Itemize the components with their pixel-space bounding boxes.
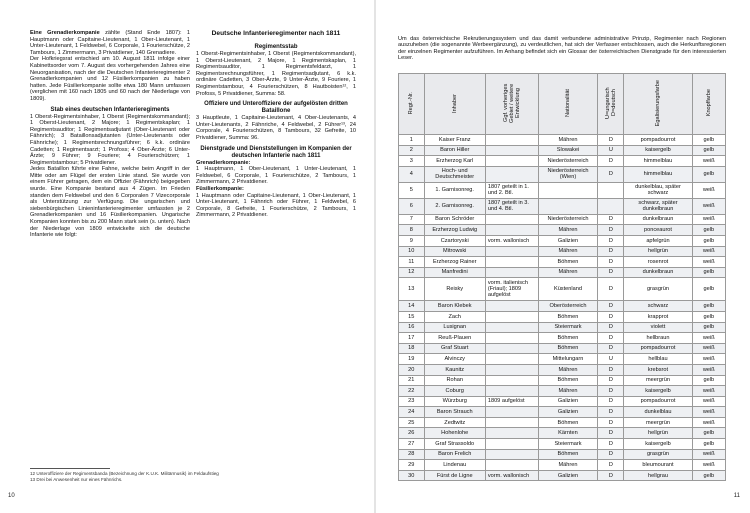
cell-ud: D: [598, 235, 624, 246]
cell-nationalitaet: Galizien: [538, 235, 598, 246]
right-page: [376, 0, 750, 513]
cell-inhaber: Reuß-Plauen: [424, 333, 485, 344]
cell-regt-nr: 1: [399, 135, 425, 146]
cell-egalisierung: hellgrün: [624, 246, 692, 257]
cell-regt-nr: 24: [399, 407, 425, 418]
cell-regt-nr: 26: [399, 428, 425, 439]
cell-nationalitaet: Galizien: [538, 470, 598, 481]
cell-regt-nr: 6: [399, 198, 425, 214]
cell-knopf: weiß: [692, 246, 725, 257]
cell-regt-nr: 17: [399, 333, 425, 344]
cell-regt-nr: 16: [399, 322, 425, 333]
cell-inhaber: Lindenau: [424, 460, 485, 471]
cell-nationalitaet: Küstenland: [538, 278, 598, 301]
cell-egalisierung: dunkelbraun: [624, 214, 692, 225]
intro-paragraph: Um das österreichische Rekrutierungssystem und das damit verbundene administrative Prinzip, Regimenter nach Regionen auszuheben (die sogenannte Werbeergänzung), zu verdeutlichen, hat sich der Verfasser entschlossen, auch die Herkunftsregionen der einzelnen Regimenter aufzuführen. Im Anhang befindet sich ein Glossar der österreichischen Dienstgrade für den interessierten Leser.: [398, 35, 726, 62]
cell-ud: D: [598, 386, 624, 397]
cell-regt-nr: 7: [399, 214, 425, 225]
cell-gebiet: [485, 225, 538, 236]
cell-nationalitaet: Galizien: [538, 407, 598, 418]
cell-gebiet: [485, 257, 538, 268]
cell-gebiet: 1807 geteilt in 1. und 2. Btl.: [485, 182, 538, 198]
cell-egalisierung: rosenrot: [624, 257, 692, 268]
cell-regt-nr: 8: [399, 225, 425, 236]
cell-knopf: weiß: [692, 257, 725, 268]
cell-knopf: gelb: [692, 470, 725, 481]
cell-gebiet: [485, 145, 538, 156]
table-row: [399, 156, 726, 167]
cell-regt-nr: 28: [399, 449, 425, 460]
cell-knopf: weiß: [692, 343, 725, 354]
cell-inhaber: Lusignan: [424, 322, 485, 333]
cell-nationalitaet: Böhmen: [538, 257, 598, 268]
cell-knopf: gelb: [692, 135, 725, 146]
cell-inhaber: Erzherzog Rainer: [424, 257, 485, 268]
cell-regt-nr: 25: [399, 417, 425, 428]
cell-regt-nr: 10: [399, 246, 425, 257]
cell-ud: D: [598, 407, 624, 418]
cell-egalisierung: dunkelbraun: [624, 267, 692, 278]
cell-nationalitaet: Böhmen: [538, 333, 598, 344]
cell-inhaber: 1. Garnisonreg.: [424, 182, 485, 198]
cell-egalisierung: schwarz: [624, 301, 692, 312]
table-row: [399, 214, 726, 225]
cell-ud: D: [598, 301, 624, 312]
cell-regt-nr: 21: [399, 375, 425, 386]
cell-egalisierung: dunkelblau, später schwarz: [624, 182, 692, 198]
cell-regt-nr: 15: [399, 311, 425, 322]
cell-nationalitaet: [538, 198, 598, 214]
cell-nationalitaet: Oberösterreich: [538, 301, 598, 312]
cell-knopf: gelb: [692, 145, 725, 156]
cell-inhaber: Graf Stuart: [424, 343, 485, 354]
cell-egalisierung: pompadourrot: [624, 135, 692, 146]
cell-egalisierung: pompadourrot: [624, 396, 692, 407]
cell-inhaber: Kaiser Franz: [424, 135, 485, 146]
fusilier-company-paragraph: 1 Hauptmann oder Capitaine-Lieutenant, 1 Ober-Lieutenant, 1 Unter-Lieutenant, 1 Fähnrich oder Führer, 1 Feldwebel, 6 Corporale, 8 Gefreite, 1 Fourierschütze, 2 Tambours, 1 Zimmermann, 2 Privatdiener.: [196, 192, 356, 219]
cell-inhaber: 2. Garnisonreg.: [424, 198, 485, 214]
table-row: [399, 311, 726, 322]
cell-egalisierung: hellgrau: [624, 470, 692, 481]
header-regt-nr: Regt.-Nr.: [399, 74, 425, 135]
cell-egalisierung: grasgrün: [624, 278, 692, 301]
cell-inhaber: Mitrowski: [424, 246, 485, 257]
cell-gebiet: [485, 246, 538, 257]
table-row: [399, 428, 726, 439]
footnote-rule: [30, 468, 110, 469]
cell-egalisierung: apfelgrün: [624, 235, 692, 246]
hofkriegsrat-paragraph: Der Hofkriegsrat entschied am 10. August 1811 infolge einer Kabinettsorder vom 7. August des vorhergehenden Jahres eine Neuorganisation, nach der die Deutschen Infanterieregimenter 2 Grenadierkompanien und 12 Füsilierkompanien zu haben hatten. Jede Füsilierkompanie sollte etwa 180 Mann umfassen (verglichen mit 160 nach 1805 und 60 nach der Niederlage von 1809).: [30, 56, 190, 102]
table-row: [399, 182, 726, 198]
cell-inhaber: Würzburg: [424, 396, 485, 407]
cell-nationalitaet: Niederösterreich: [538, 214, 598, 225]
cell-knopf: gelb: [692, 278, 725, 301]
cell-egalisierung: kaisergelb: [624, 439, 692, 450]
cell-ud: D: [598, 375, 624, 386]
cell-knopf: gelb: [692, 225, 725, 236]
cell-ud: D: [598, 460, 624, 471]
table-row: [399, 364, 726, 375]
cell-regt-nr: 2: [399, 145, 425, 156]
cell-egalisierung: hellblau: [624, 354, 692, 365]
cell-knopf: gelb: [692, 322, 725, 333]
cell-knopf: weiß: [692, 449, 725, 460]
cell-inhaber: Alvinczy: [424, 354, 485, 365]
header-nationalitaet: Nationalität: [538, 74, 598, 135]
cell-regt-nr: 20: [399, 364, 425, 375]
cell-ud: D: [598, 246, 624, 257]
cell-egalisierung: hellgrün: [624, 428, 692, 439]
officers-paragraph: 3 Hauptleute, 1 Capitaine-Lieutenant, 4 Ober-Lieutenants, 4 Unter-Lieutenants, 2 Fähnriche, 4 Feldwebel, 2 Führer¹³, 24 Corporale, 4 Fourierschützen, 8 Tambours, 32 Gefreite, 10 Privatdiener, Summa: 96.: [196, 115, 356, 141]
cell-egalisierung: meergrün: [624, 417, 692, 428]
cell-ud: D: [598, 322, 624, 333]
cell-ud: D: [598, 156, 624, 167]
cell-nationalitaet: Mähren: [538, 246, 598, 257]
bataillon-paragraph: Jedes Bataillon führte eine Fahne, welche beim Angriff in der Mitte oder am Flügel der ersten Linie stand. Sie wurde von einem Führer getragen, dem ein Offizier (Fähnrich) beigegeben wurde. Eine Kompanie bestand aus 4 Zügen. Im Frieden standen dem Feldwebel und den 6 Corporalen 7 Vizecorporale als Unterstützung zur Verfügung. Die ungarischen und siebenbürgischen Linieninfanterieregimenter umfassten je 2 Grenadierkompanien und 16 Füsilierkompanien. Ungarische Kompanien konnten bis zu 200 Mann stark sein (s. unten). Nach der Niederlage von 1809 entwickelte sich die deutsche Infanterie wie folgt:: [30, 166, 190, 239]
cell-inhaber: Baron Frelich: [424, 449, 485, 460]
header-egalisierungsfarbe: Egalisierungsfarbe: [624, 74, 692, 135]
cell-knopf: gelb: [692, 301, 725, 312]
header-inhaber: Inhaber: [424, 74, 485, 135]
grenadier-company-heading: Grenadierkompanie:: [196, 159, 251, 166]
cell-knopf: weiß: [692, 460, 725, 471]
cell-nationalitaet: Steiermark: [538, 322, 598, 333]
cell-inhaber: Baron Hiller: [424, 145, 485, 156]
cell-egalisierung: krapprot: [624, 311, 692, 322]
cell-egalisierung: bleumourant: [624, 460, 692, 471]
officers-heading: Offiziere und Unteroffiziere der aufgelösten dritten Bataillone: [204, 101, 348, 115]
grenadier-text: zählte (Stand Ende 1807): 1 Hauptmann oder Capitaine-Lieutenant, 1 Ober-Lieutenant, 1 Unter-Lieutenant, 1 Feldwebel, 6 Corporale, 1 Fourierschütze, 2 Tambours, 1 Zimmermann, 3 Privatdiener, 140 Grenadiere.: [30, 30, 190, 56]
cell-knopf: gelb: [692, 166, 725, 182]
table-row: [399, 333, 726, 344]
regimentsstab-heading: Regimentsstab: [254, 44, 298, 50]
cell-nationalitaet: Kärnten: [538, 428, 598, 439]
cell-ud: D: [598, 214, 624, 225]
cell-inhaber: Fürst de Ligne: [424, 470, 485, 481]
cell-ud: D: [598, 439, 624, 450]
cell-inhaber: Erzherzog Ludwig: [424, 225, 485, 236]
table-row: [399, 470, 726, 481]
table-row: [399, 460, 726, 471]
cell-nationalitaet: Böhmen: [538, 449, 598, 460]
cell-nationalitaet: Niederösterreich (Wien): [538, 166, 598, 182]
cell-gebiet: [485, 311, 538, 322]
cell-ud: D: [598, 428, 624, 439]
cell-nationalitaet: Mähren: [538, 135, 598, 146]
cell-gebiet: [485, 354, 538, 365]
table-row: [399, 354, 726, 365]
cell-ud: D: [598, 364, 624, 375]
cell-regt-nr: 19: [399, 354, 425, 365]
table-row: [399, 267, 726, 278]
cell-egalisierung: kaisergelb: [624, 386, 692, 397]
footnote-12: 12 Unteroffiziere der Regimentsbanda (Bezeichnung der K.U.K. Militärmusik) im Feldaufstieg: [30, 471, 219, 476]
dienstgrade-heading: Dienstgrade und Dienststellungen im Kompanien der deutschen Infanterie nach 1811: [200, 145, 352, 159]
footnote-13: 13 Drei bei Anwesenheit nur eines Fähnrichs.: [30, 477, 123, 482]
cell-knopf: weiß: [692, 333, 725, 344]
cell-gebiet: [485, 214, 538, 225]
table-row: [399, 235, 726, 246]
cell-egalisierung: meergrün: [624, 375, 692, 386]
table-row: [399, 322, 726, 333]
table-row: [399, 407, 726, 418]
cell-regt-nr: 4: [399, 166, 425, 182]
cell-knopf: gelb: [692, 311, 725, 322]
cell-regt-nr: 27: [399, 439, 425, 450]
regimentsstab-paragraph: 1 Oberst-Regimentsinhaber, 1 Oberst (Regimentskommandant), 1 Oberst-Lieutenant, 2 Majore, 1 Regimentskaplan, 1 Regimentsauditor, 1 Regimentsfeldarzt, 1 Regimentsrechnungsführer, 1 Regimentsadjutant, 6 k.k. ordinäre Cadetten, 3 Ober-Ärzte, 9 Unter-Ärzte, 9 Fouriere, 1 Regimentstambour, 4 Fourierschützen, 8 Hautboisten¹², 1 Profoss, 5 Privatdiener, Summa: 58.: [196, 51, 356, 97]
section-title: Deutsche Infanterieregimenter nach 1811: [211, 30, 341, 37]
cell-gebiet: 1809 aufgelöst: [485, 396, 538, 407]
cell-inhaber: Rohan: [424, 375, 485, 386]
header-gebiet: Ggf. vorheriges Gebiet / weitere Entwicklung: [485, 74, 538, 135]
cell-ud: D: [598, 135, 624, 146]
cell-inhaber: Hoch- und Deutschmeister: [424, 166, 485, 182]
cell-ud: U: [598, 145, 624, 156]
header-ungarisch-deutsch: U=ungarisch D=deutsch: [598, 74, 624, 135]
cell-inhaber: Baron Klebek: [424, 301, 485, 312]
cell-gebiet: [485, 166, 538, 182]
cell-nationalitaet: Böhmen: [538, 417, 598, 428]
cell-knopf: weiß: [692, 182, 725, 198]
cell-nationalitaet: Galizien: [538, 396, 598, 407]
table-header-row: [399, 74, 726, 135]
cell-knopf: gelb: [692, 375, 725, 386]
cell-inhaber: Manfredini: [424, 267, 485, 278]
cell-gebiet: [485, 428, 538, 439]
grenadier-lead: Eine Grenadierkompanie: [30, 30, 100, 36]
grenadier-paragraph: [30, 30, 190, 56]
page-number-right: 11: [733, 493, 740, 499]
cell-ud: D: [598, 449, 624, 460]
cell-inhaber: Erzherzog Karl: [424, 156, 485, 167]
cell-egalisierung: himmelblau: [624, 156, 692, 167]
cell-egalisierung: schwarz, später dunkelbraun: [624, 198, 692, 214]
cell-nationalitaet: Mähren: [538, 460, 598, 471]
cell-knopf: weiß: [692, 354, 725, 365]
cell-egalisierung: violett: [624, 322, 692, 333]
cell-knopf: weiß: [692, 407, 725, 418]
cell-ud: [598, 182, 624, 198]
stab-paragraph: 1 Oberst-Regimentsinhaber, 1 Oberst (Regimentskommandant); 1 Oberst-Lieutenant, 2 Majore; 1 Regimentskaplan; 1 Regimentsauditor; 1 Regimentsadjutant (Ober-Lieutenant oder Fähnrich); 3 Bataillonsadjutanten (Unter-Lieutenants oder Fähnriche); 1 Regimentsrechnungsführer; 6 k.k. ordinäre Cadetten; 1 Regimentsarzt; 1 Profoss; 4 Ober-Ärzte; 6 Unter-Ärzte; 9 Führer; 9 Fouriere; 4 Fourierschützen; 1 Regimentstambour; 5 Privatdiener.: [30, 113, 190, 166]
table-row: [399, 301, 726, 312]
table-row: [399, 449, 726, 460]
cell-inhaber: Baron Schröder: [424, 214, 485, 225]
cell-nationalitaet: Steiermark: [538, 439, 598, 450]
cell-gebiet: [485, 449, 538, 460]
cell-gebiet: [485, 364, 538, 375]
cell-nationalitaet: Mittelungarn: [538, 354, 598, 365]
cell-inhaber: Zedtwitz: [424, 417, 485, 428]
cell-egalisierung: grasgrün: [624, 449, 692, 460]
cell-nationalitaet: Mähren: [538, 386, 598, 397]
cell-ud: D: [598, 257, 624, 268]
cell-egalisierung: ponceaurot: [624, 225, 692, 236]
cell-regt-nr: 5: [399, 182, 425, 198]
cell-ud: D: [598, 343, 624, 354]
cell-ud: D: [598, 417, 624, 428]
cell-knopf: gelb: [692, 428, 725, 439]
cell-ud: D: [598, 267, 624, 278]
cell-knopf: weiß: [692, 396, 725, 407]
cell-ud: D: [598, 311, 624, 322]
cell-egalisierung: himmelblau: [624, 166, 692, 182]
table-row: [399, 417, 726, 428]
table-row: [399, 375, 726, 386]
cell-gebiet: [485, 343, 538, 354]
cell-knopf: weiß: [692, 386, 725, 397]
cell-nationalitaet: Niederösterreich: [538, 156, 598, 167]
cell-gebiet: vorm. italienisch (Friaul); 1809 aufgelöst: [485, 278, 538, 301]
header-knopffarbe: Knopffarbe: [692, 74, 725, 135]
cell-knopf: weiß: [692, 156, 725, 167]
cell-ud: U: [598, 354, 624, 365]
grenadier-company-paragraph: 1 Hauptmann, 1 Ober-Lieutenant, 1 Unter-Lieutenant, 1 Feldwebel, 6 Corporale, 1 Fourierschütze, 2 Tambours, 1 Zimmermann, 2 Privatdiener.: [196, 166, 356, 186]
cell-gebiet: [485, 375, 538, 386]
cell-inhaber: Kaunitz: [424, 364, 485, 375]
cell-knopf: gelb: [692, 235, 725, 246]
cell-nationalitaet: Mähren: [538, 267, 598, 278]
table-row: [399, 145, 726, 156]
cell-regt-nr: 18: [399, 343, 425, 354]
cell-nationalitaet: Böhmen: [538, 343, 598, 354]
cell-knopf: gelb: [692, 267, 725, 278]
cell-knopf: weiß: [692, 198, 725, 214]
cell-ud: D: [598, 470, 624, 481]
stab-heading: Stab eines deutschen Infanterieregiments: [50, 106, 170, 113]
cell-regt-nr: 9: [399, 235, 425, 246]
cell-gebiet: [485, 417, 538, 428]
cell-inhaber: Czartoryski: [424, 235, 485, 246]
cell-nationalitaet: [538, 182, 598, 198]
table-row: [399, 135, 726, 146]
cell-egalisierung: krebsrot: [624, 364, 692, 375]
cell-nationalitaet: Böhmen: [538, 311, 598, 322]
cell-regt-nr: 11: [399, 257, 425, 268]
cell-egalisierung: dunkelblau: [624, 407, 692, 418]
cell-gebiet: [485, 386, 538, 397]
table-row: [399, 396, 726, 407]
cell-gebiet: [485, 267, 538, 278]
cell-nationalitaet: Mähren: [538, 364, 598, 375]
cell-gebiet: 1807 geteilt in 3. und 4. Btl.: [485, 198, 538, 214]
cell-ud: D: [598, 166, 624, 182]
page-number-left: 10: [8, 493, 15, 499]
cell-gebiet: [485, 135, 538, 146]
cell-nationalitaet: Slowakei: [538, 145, 598, 156]
cell-inhaber: Baron Strauch: [424, 407, 485, 418]
cell-ud: D: [598, 278, 624, 301]
cell-inhaber: Coburg: [424, 386, 485, 397]
table-row: [399, 166, 726, 182]
cell-gebiet: [485, 301, 538, 312]
cell-regt-nr: 3: [399, 156, 425, 167]
cell-gebiet: [485, 156, 538, 167]
table-body: [399, 135, 726, 481]
cell-ud: D: [598, 333, 624, 344]
cell-regt-nr: 29: [399, 460, 425, 471]
cell-nationalitaet: Mähren: [538, 225, 598, 236]
cell-knopf: weiß: [692, 364, 725, 375]
cell-inhaber: Zach: [424, 311, 485, 322]
cell-regt-nr: 13: [399, 278, 425, 301]
cell-inhaber: Reisky: [424, 278, 485, 301]
cell-regt-nr: 22: [399, 386, 425, 397]
left-page: [0, 0, 374, 513]
cell-regt-nr: 30: [399, 470, 425, 481]
cell-gebiet: [485, 333, 538, 344]
table-row: [399, 246, 726, 257]
left-column-1: [30, 30, 190, 239]
cell-regt-nr: 23: [399, 396, 425, 407]
regiment-table: [398, 73, 726, 481]
cell-ud: D: [598, 396, 624, 407]
cell-gebiet: [485, 439, 538, 450]
cell-ud: [598, 198, 624, 214]
table-row: [399, 439, 726, 450]
cell-gebiet: vorm. wallonisch: [485, 235, 538, 246]
left-column-2: [196, 30, 356, 219]
cell-regt-nr: 14: [399, 301, 425, 312]
cell-gebiet: vorm. wallonisch: [485, 470, 538, 481]
cell-egalisierung: pompadourrot: [624, 343, 692, 354]
cell-gebiet: [485, 407, 538, 418]
cell-regt-nr: 12: [399, 267, 425, 278]
cell-knopf: gelb: [692, 439, 725, 450]
table-row: [399, 343, 726, 354]
cell-gebiet: [485, 322, 538, 333]
cell-inhaber: Graf Strassoldo: [424, 439, 485, 450]
cell-inhaber: Hohenlohe: [424, 428, 485, 439]
fusilier-company-heading: Füsilierkompanie:: [196, 185, 244, 192]
footnotes: [30, 468, 350, 483]
table-row: [399, 278, 726, 301]
table-row: [399, 257, 726, 268]
table-row: [399, 225, 726, 236]
cell-ud: D: [598, 225, 624, 236]
table-row: [399, 386, 726, 397]
table-row: [399, 198, 726, 214]
cell-knopf: weiß: [692, 214, 725, 225]
cell-knopf: weiß: [692, 417, 725, 428]
cell-gebiet: [485, 460, 538, 471]
cell-egalisierung: kaisergelb: [624, 145, 692, 156]
cell-egalisierung: hellbraun: [624, 333, 692, 344]
cell-nationalitaet: Böhmen: [538, 375, 598, 386]
